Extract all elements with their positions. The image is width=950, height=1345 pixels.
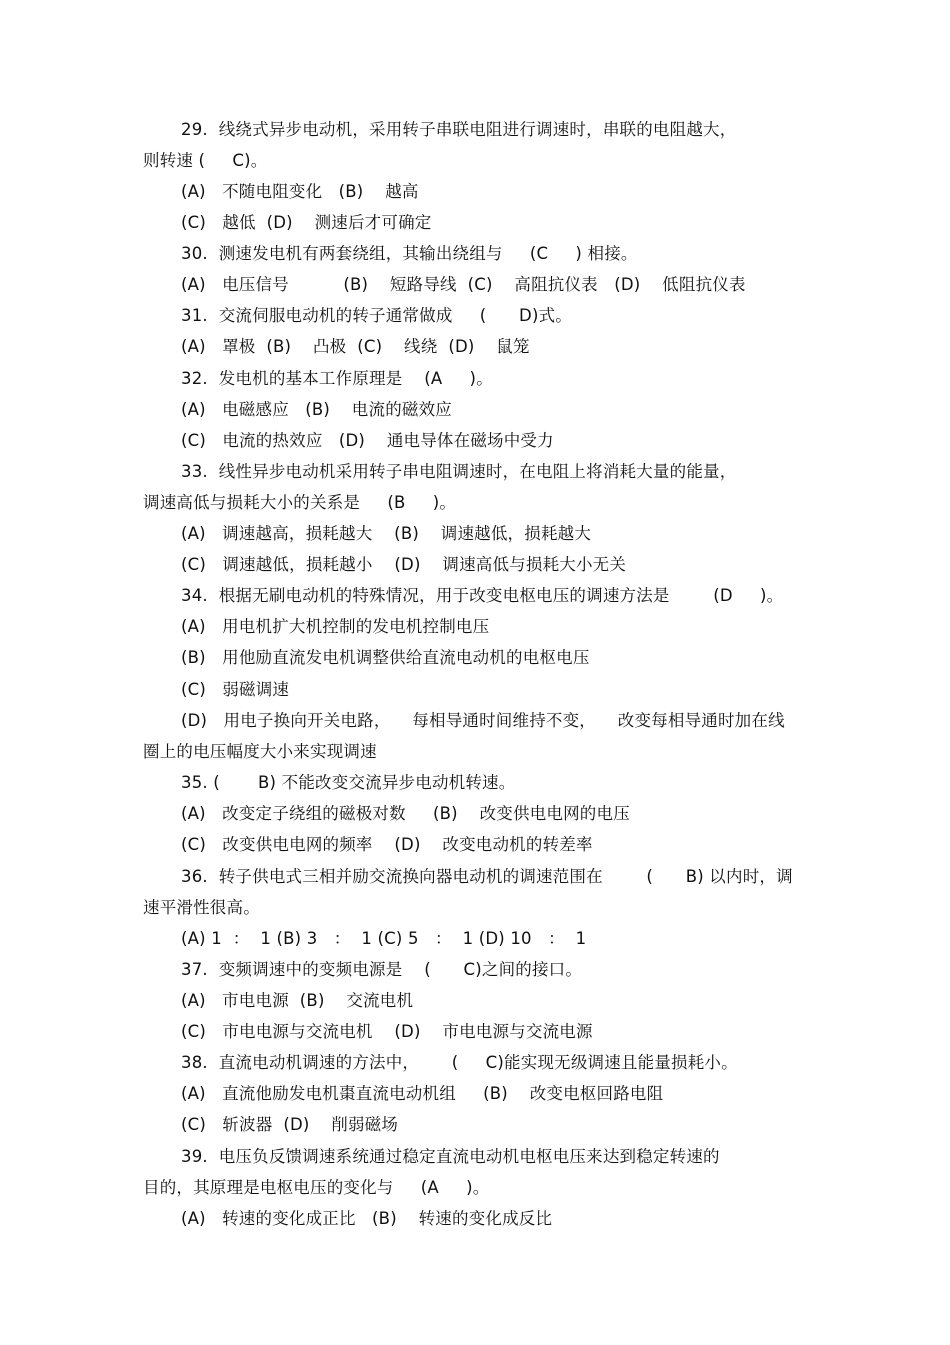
question-32-options-ab: (A) 电磁感应 (B) 电流的磁效应 [181, 400, 453, 419]
question-35-options-cd: (C) 改变供电电网的频率 (D) 改变电动机的转差率 [181, 835, 593, 854]
question-36-stem: 36. 转子供电式三相并励交流换向器电动机的调速范围在 ( B) 以内时，调 [181, 867, 793, 886]
question-31-options: (A) 罩极 (B) 凸极 (C) 线绕 (D) 鼠笼 [181, 337, 530, 356]
question-31-stem: 31. 交流伺服电动机的转子通常做成 ( D)式。 [181, 306, 573, 325]
question-34-option-d-cont: 圈上的电压幅度大小来实现调速 [143, 742, 377, 761]
question-36-options: (A) 1 ： 1 (B) 3 ： 1 (C) 5 ： 1 (D) 10 ： 1 [181, 929, 587, 948]
question-38-stem: 38. 直流电动机调速的方法中， ( C)能实现无级调速且能量损耗小。 [181, 1053, 738, 1072]
question-33-stem-cont: 调速高低与损耗大小的关系是 (B )。 [143, 493, 457, 512]
question-30-options: (A) 电压信号 (B) 短路导线 (C) 高阻抗仪表 (D) 低阻抗仪表 [181, 275, 746, 294]
question-33-options-ab: (A) 调速越高，损耗越大 (B) 调速越低，损耗越大 [181, 524, 592, 543]
question-38-options-cd: (C) 斩波器 (D) 削弱磁场 [181, 1115, 399, 1134]
question-34-option-a: (A) 用电机扩大机控制的发电机控制电压 [181, 617, 490, 636]
question-39-options-ab: (A) 转速的变化成正比 (B) 转速的变化成反比 [181, 1209, 553, 1228]
question-29-options-cd: (C) 越低 (D) 测速后才可确定 [181, 213, 432, 232]
question-30-stem: 30. 测速发电机有两套绕组，其输出绕组与 (C ) 相接。 [181, 244, 638, 263]
question-29-stem: 29. 线绕式异步电动机，采用转子串联电阻进行调速时，串联的电阻越大， [181, 120, 737, 139]
question-38-options-ab: (A) 直流他励发电机棗直流电动机组 (B) 改变电枢回路电阻 [181, 1084, 664, 1103]
question-36-stem-cont: 速平滑性很高。 [143, 898, 260, 917]
question-39-stem: 39. 电压负反馈调速系统通过稳定直流电动机电枢电压来达到稳定转速的 [181, 1147, 720, 1166]
question-34-option-c: (C) 弱磁调速 [181, 680, 290, 699]
question-34-option-b: (B) 用他励直流发电机调整供给直流电动机的电枢电压 [181, 648, 590, 667]
question-29-stem-cont: 则转速 ( C)。 [143, 151, 268, 170]
question-35-stem: 35. ( B) 不能改变交流异步电动机转速。 [181, 773, 516, 792]
question-29-options-ab: (A) 不随电阻变化 (B) 越高 [181, 182, 419, 201]
question-32-options-cd: (C) 电流的热效应 (D) 通电导体在磁场中受力 [181, 431, 554, 450]
question-37-options-ab: (A) 市电电源 (B) 交流电机 [181, 991, 414, 1010]
question-34-stem: 34. 根据无刷电动机的特殊情况，用于改变电枢电压的调速方法是 (D )。 [181, 586, 784, 605]
question-33-stem: 33. 线性异步电动机采用转子串电阻调速时，在电阻上将消耗大量的能量， [181, 462, 737, 481]
question-37-stem: 37. 变频调速中的变频电源是 ( C)之间的接口。 [181, 960, 583, 979]
question-34-option-d: (D) 用电子换向开关电路， 每相导通时间维持不变， 改变每相导通时加在线 [181, 711, 785, 730]
question-39-stem-cont: 目的，其原理是电枢电压的变化与 (A )。 [143, 1178, 490, 1197]
question-37-options-cd: (C) 市电电源与交流电机 (D) 市电电源与交流电源 [181, 1022, 593, 1041]
question-33-options-cd: (C) 调速越低，损耗越小 (D) 调速高低与损耗大小无关 [181, 555, 627, 574]
question-32-stem: 32. 发电机的基本工作原理是 (A )。 [181, 369, 493, 388]
question-35-options-ab: (A) 改变定子绕组的磁极对数 (B) 改变供电电网的电压 [181, 804, 630, 823]
